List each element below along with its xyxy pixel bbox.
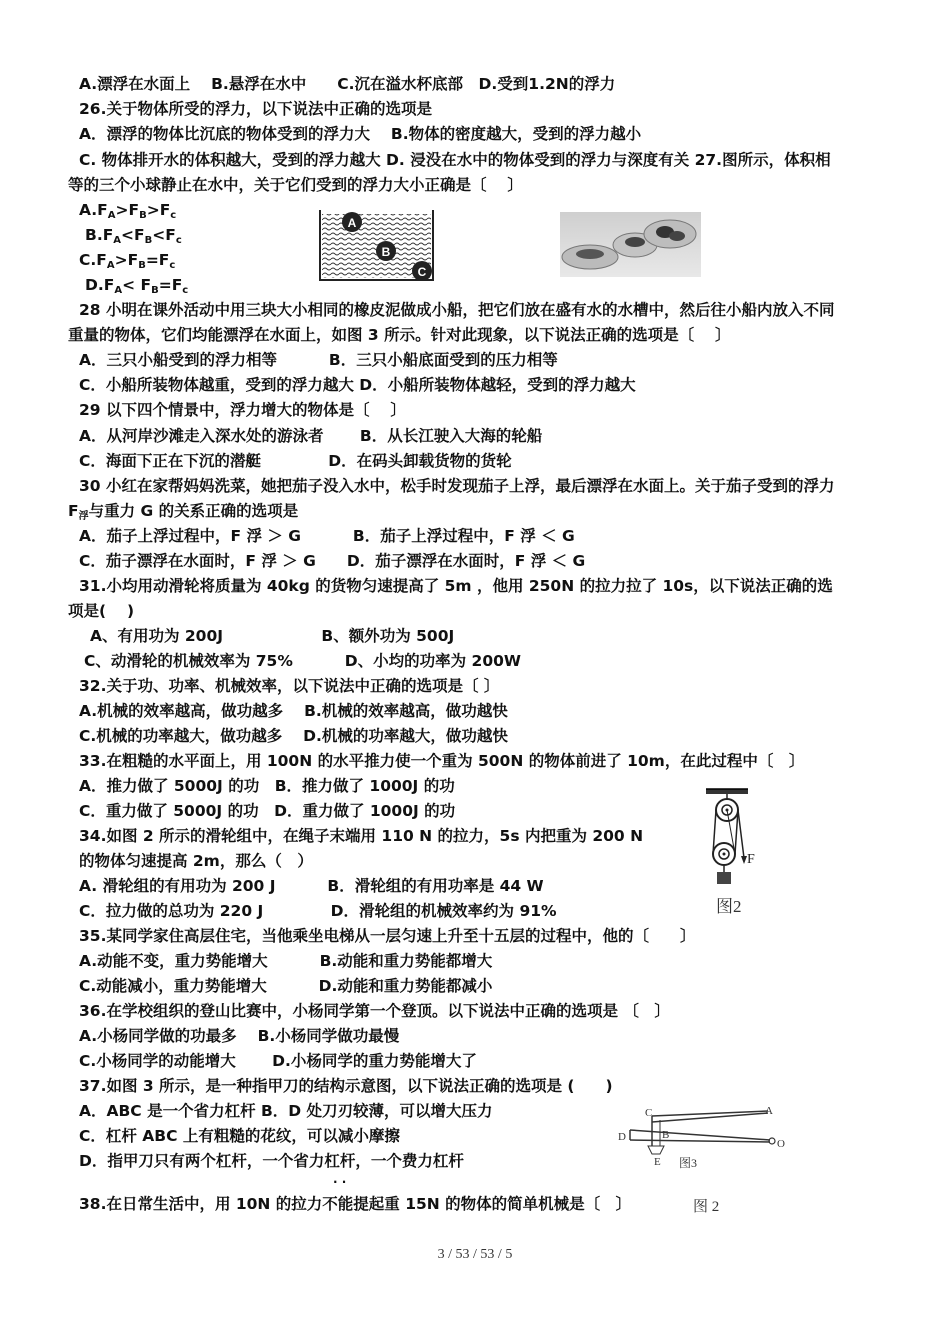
q26-stem: 26.关于物体所受的浮力，以下说法中正确的选项是 <box>79 100 432 118</box>
q29-options-ab: A．从河岸沙滩走入深水处的游泳者 B．从长江驶入大海的轮船 <box>79 427 543 445</box>
q28-options-cd: C．小船所装物体越重，受到的浮力越大 D．小船所装物体越轻，受到的浮力越大 <box>79 376 636 394</box>
q36-stem: 36.在学校组织的登山比赛中，小杨同学第一个登顶。以下说法中正确的选项是 〔 〕 <box>79 1002 670 1020</box>
q30-options-ab: A．茄子上浮过程中，F 浮 ＞ G B．茄子上浮过程中，F 浮 ＜ G <box>79 527 575 545</box>
q36-options-cd: C.小杨同学的动能增大 D.小杨同学的重力势能增大了 <box>79 1052 477 1070</box>
q32-options-ab: A.机械的效率越高，做功越多 B.机械的效率越高，做功越快 <box>79 702 508 720</box>
q35-stem: 35.某同学家住高层住宅，当他乘坐电梯从一层匀速上升至十五层的过程中，他的〔 〕 <box>79 927 696 945</box>
q35-options-cd: C.动能减小，重力势能增大 D.动能和重力势能都减小 <box>79 977 493 995</box>
q29-options-cd: C．海面下正在下沉的潜艇 D．在码头卸载货物的货轮 <box>79 452 512 470</box>
boats-photo <box>560 212 701 277</box>
label-b: B <box>662 1129 670 1141</box>
label-o: O <box>777 1138 785 1150</box>
q31-stem-2: 项是( ) <box>68 602 135 620</box>
q34-options-ab: A. 滑轮组的有用功为 200 J B．滑轮组的有用功率是 44 W <box>79 877 544 895</box>
q31-stem-1: 31.小均用动滑轮将质量为 40kg 的货物匀速提高了 5m ，他用 250N 的拉力拉了 10s，以下说法正确的选 <box>79 577 833 595</box>
q31-options-cd: C、动滑轮的机械效率为 75% D、小均的功率为 200W <box>84 652 521 670</box>
q38-figure-caption: 图 2 <box>693 1199 720 1215</box>
pulley-caption: 图2 <box>716 897 742 916</box>
label-a: A <box>765 1105 773 1117</box>
ball-a-label: A <box>347 216 357 230</box>
q32-options-cd: C.机械的功率越大，做功越多 D.机械的功率越大，做功越快 <box>79 727 508 745</box>
clipper-caption: 图3 <box>679 1156 698 1170</box>
q28-stem-2: 重量的物体，它们均能漂浮在水面上，如图 3 所示。针对此现象，以下说法正确的选项是〔 〕 <box>68 326 731 344</box>
q27-option-a: $A.F_A>F_B>F_c$ <box>79 201 177 221</box>
q27-stem: 等的三个小球静止在水中，关于它们受到的浮力大小正确是〔 〕 <box>68 176 523 194</box>
q36-options-ab: A.小杨同学做的功最多 B.小杨同学做功最慢 <box>79 1027 400 1045</box>
emphasis-dots: · · <box>333 1175 347 1189</box>
q30-stem-2: $F_浮$与重力 G 的关系正确的选项是 <box>68 502 299 522</box>
nail-clipper-figure <box>612 1102 792 1170</box>
ball-b-label: B <box>381 245 391 259</box>
q27-option-d: $D.F_A< F_B=F_c$ <box>85 276 189 296</box>
q33-stem: 33.在粗糙的水平面上，用 100N 的水平推力使一个重为 500N 的物体前进了 10m，在此过程中〔 〕 <box>79 752 805 770</box>
force-label: F <box>747 852 755 867</box>
beaker-figure <box>315 206 440 284</box>
q25-options: A.漂浮在水面上 B.悬浮在水中 C.沉在溢水杯底部 D.受到1.2N的浮力 <box>79 75 616 93</box>
q26-options-ab: A．漂浮的物体比沉底的物体受到的浮力大 B.物体的密度越大，受到的浮力越小 <box>79 125 642 143</box>
q30-stem-1: 30 小红在家帮妈妈洗菜，她把茄子没入水中，松手时发现茄子上浮，最后漂浮在水面上。关于茄子受到的浮力 <box>79 477 835 495</box>
q31-options-ab: A、有用功为 200J B、额外功为 500J <box>90 627 455 645</box>
q27-option-c: $C.F_A>F_B=F_c$ <box>79 251 176 271</box>
q32-stem: 32.关于功、功率、机械效率，以下说法中正确的选项是〔 〕 <box>79 677 500 695</box>
q33-options-ab: A．推力做了 5000J 的功 B．推力做了 1000J 的功 <box>79 777 455 795</box>
q37-stem: 37.如图 3 所示，是一种指甲刀的结构示意图，以下说法正确的选项是 ( ) <box>79 1077 613 1095</box>
q37-options-ab: A．ABC 是一个省力杠杆 B．D 处刀刃较薄，可以增大压力 <box>79 1102 493 1120</box>
q29-stem: 29 以下四个情景中，浮力增大的物体是〔 〕 <box>79 401 406 419</box>
q28-stem-1: 28 小明在课外活动中用三块大小相同的橡皮泥做成小船，把它们放在盛有水的水槽中，然后往小船内放入不同 <box>79 301 835 319</box>
weight-block <box>717 872 731 884</box>
ball-c-label: C <box>417 265 427 279</box>
q28-options-ab: A．三只小船受到的浮力相等 B．三只小船底面受到的压力相等 <box>79 351 558 369</box>
q37-option-c: C．杠杆 ABC 上有粗糙的花纹，可以减小摩擦 <box>79 1127 400 1145</box>
q26-options-cd: C. 物体排开水的体积越大，受到的浮力越大 D. 浸没在水中的物体受到的浮力与深度有关 27.图所示，体积相 <box>79 151 831 169</box>
q34-stem-1: 34.如图 2 所示的滑轮组中，在绳子末端用 110 N 的拉力，5s 内把重为 200 N <box>79 827 644 845</box>
q34-options-cd: C．拉力做的总功为 220 J D．滑轮组的机械效率约为 91% <box>79 902 557 920</box>
label-e: E <box>654 1156 661 1168</box>
label-c: C <box>645 1107 653 1119</box>
q34-stem-2: 的物体匀速提高 2m，那么（ ） <box>79 852 313 870</box>
q38-stem: 38.在日常生活中，用 10N 的拉力不能提起重 15N 的物体的简单机械是〔 〕 <box>79 1195 632 1213</box>
label-d: D <box>618 1131 626 1143</box>
pulley-figure <box>700 786 770 901</box>
q30-options-cd: C．茄子漂浮在水面时，F 浮 ＞ G D．茄子漂浮在水面时，F 浮 ＜ G <box>79 552 586 570</box>
page-footer: 3 / 53 / 53 / 5 <box>437 1247 513 1262</box>
q33-options-cd: C．重力做了 5000J 的功 D．重力做了 1000J 的功 <box>79 802 456 820</box>
q27-option-b: $B.F_A<F_B<F_c$ <box>85 226 182 246</box>
q37-option-d: D．指甲刀只有两个杠杆，一个省力杠杆，一个费力杠杆 <box>79 1152 464 1170</box>
q35-options-ab: A.动能不变，重力势能增大 B.动能和重力势能都增大 <box>79 952 493 970</box>
